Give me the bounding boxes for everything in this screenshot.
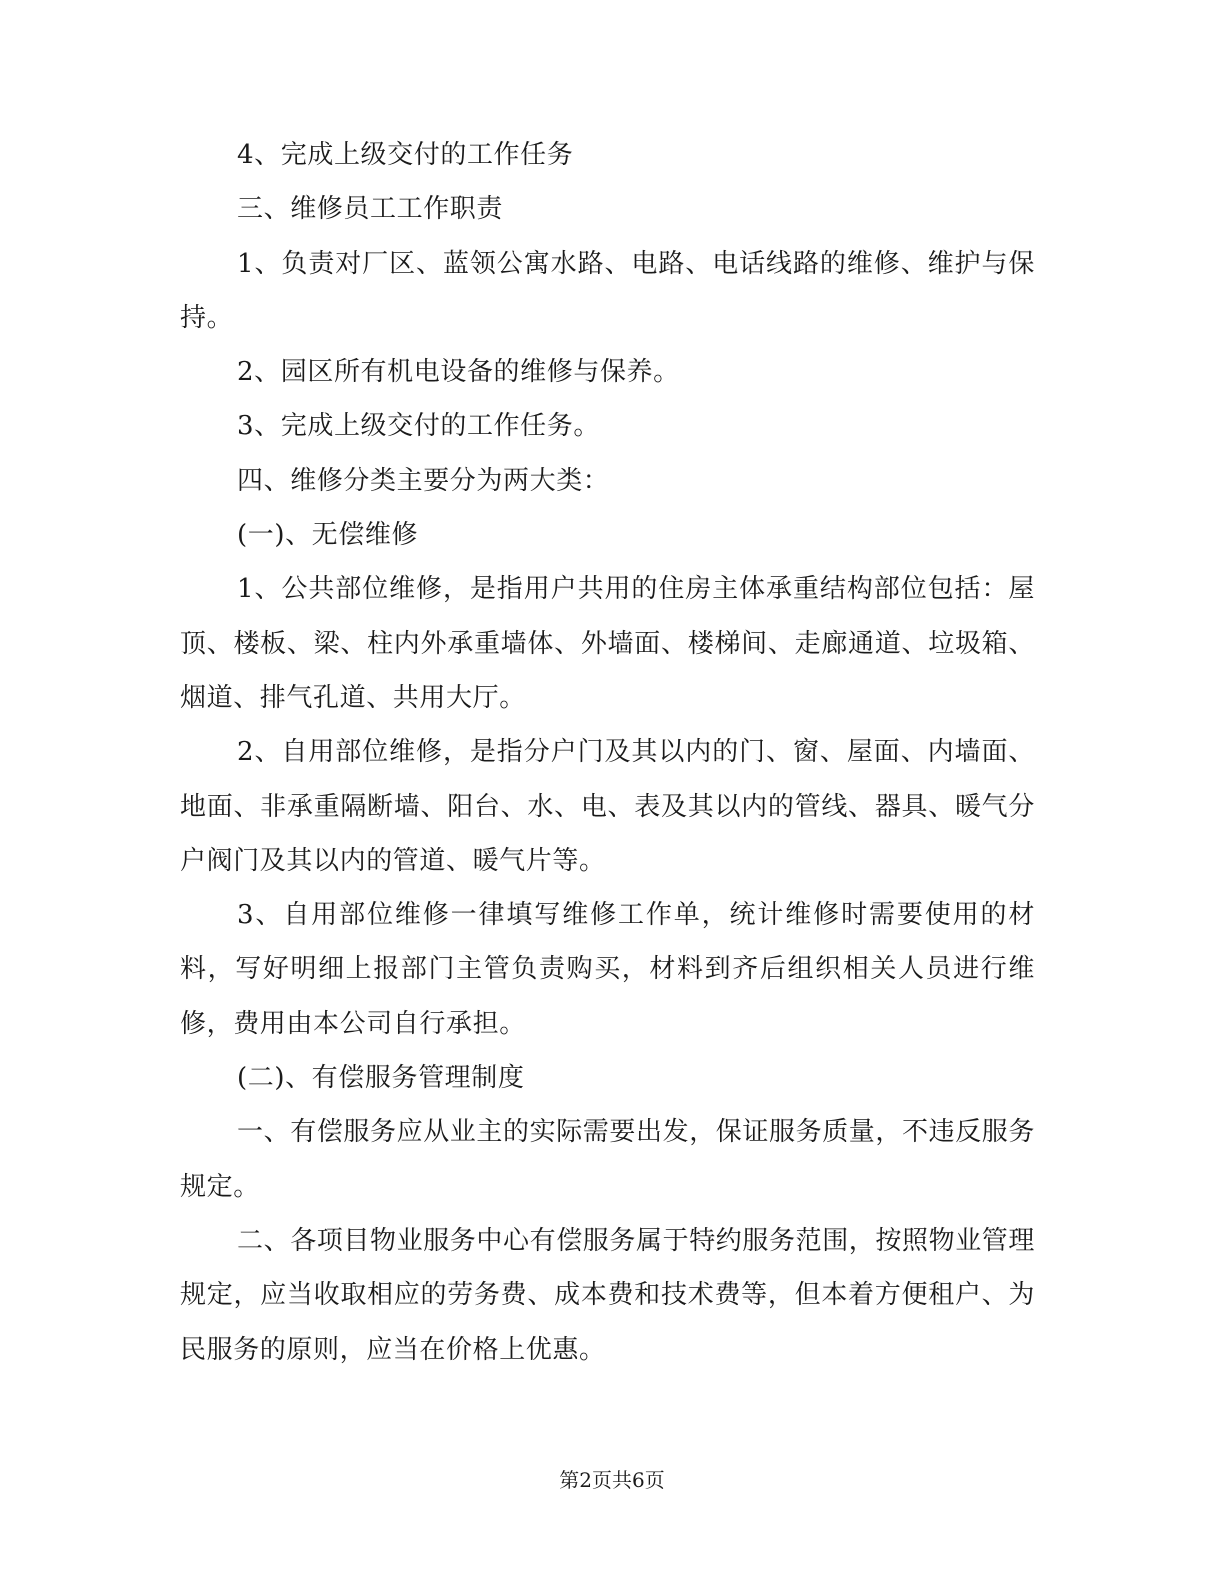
section-heading-maintenance-duties: 三、维修员工工作职责	[237, 194, 504, 225]
subheading-paid-service: (二)、有偿服务管理制度	[237, 1063, 525, 1094]
paragraph-duty-2: 2、园区所有机电设备的维修与保养。	[237, 357, 680, 388]
page-number: 第2页共6页	[559, 1468, 665, 1492]
subheading-free-maintenance: (一)、无偿维修	[237, 520, 419, 551]
section-heading-maintenance-types: 四、维修分类主要分为两大类：	[237, 465, 610, 496]
paragraph-paid-rule-1: 一、有偿服务应从业主的实际需要出发，保证服务质量，不违反服务规定。	[180, 1117, 1036, 1202]
document-body	[180, 128, 1035, 1377]
paragraph-duty-3: 3、完成上级交付的工作任务。	[237, 411, 600, 442]
paragraph-public-parts: 1、公共部位维修，是指用户共用的住房主体承重结构部位包括：屋顶、楼板、梁、柱内外承重墙体、外墙面、楼梯间、走廊通道、垃圾箱、烟道、排气孔道、共用大厅。	[180, 574, 1035, 713]
paragraph-private-parts: 2、自用部位维修，是指分户门及其以内的门、窗、屋面、内墙面、地面、非承重隔断墙、阳台、水、电、表及其以内的管线、器具、暖气分户阀门及其以内的管道、暖气片等。	[180, 737, 1035, 876]
paragraph-paid-rule-2: 二、各项目物业服务中心有偿服务属于特约服务范围，按照物业管理规定，应当收取相应的劳务费、成本费和技术费等，但本着方便租户、为民服务的原则，应当在价格上优惠。	[180, 1225, 1036, 1365]
paragraph-work-order: 3、自用部位维修一律填写维修工作单，统计维修时需要使用的材料，写好明细上报部门主管负责购买，材料到齐后组织相关人员进行维修，费用由本公司自行承担。	[180, 900, 1035, 1039]
paragraph-duty-1: 1、负责对厂区、蓝领公寓水路、电路、电话线路的维修、维护与保持。	[180, 248, 1035, 333]
paragraph-item-4-task: 4、完成上级交付的工作任务	[237, 140, 574, 170]
